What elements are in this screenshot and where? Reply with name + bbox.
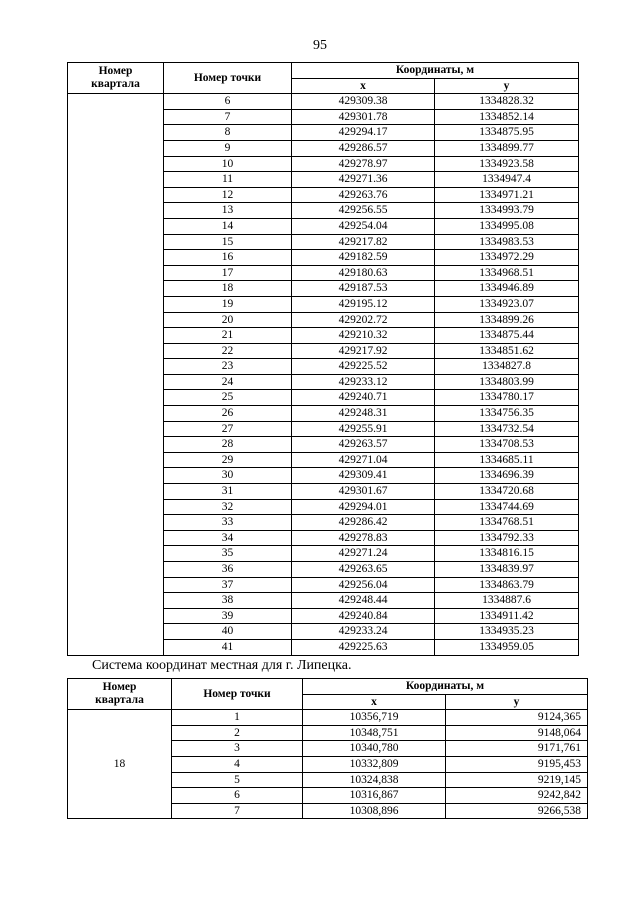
- point-number-cell: 39: [164, 608, 292, 624]
- y-cell: 1334851.62: [435, 343, 579, 359]
- x-cell: 429286.42: [292, 515, 435, 531]
- y-cell: 1334828.32: [435, 94, 579, 110]
- y-cell: 1334887.6: [435, 593, 579, 609]
- point-number-cell: 19: [164, 296, 292, 312]
- point-number-cell: 34: [164, 530, 292, 546]
- header-quarter: Номер квартала: [68, 63, 164, 94]
- x-cell: 429263.76: [292, 187, 435, 203]
- y-cell: 1334685.11: [435, 452, 579, 468]
- x-cell: 429263.57: [292, 437, 435, 453]
- y-cell: 1334816.15: [435, 546, 579, 562]
- x-cell: 429202.72: [292, 312, 435, 328]
- x-cell: 429301.78: [292, 109, 435, 125]
- x-cell: 429180.63: [292, 265, 435, 281]
- y-cell: 1334732.54: [435, 421, 579, 437]
- y-cell: 1334972.29: [435, 250, 579, 266]
- y-cell: 1334899.77: [435, 140, 579, 156]
- y-cell: 9266,538: [446, 803, 588, 819]
- point-number-cell: 29: [164, 452, 292, 468]
- y-cell: 1334947.4: [435, 172, 579, 188]
- point-number-cell: 13: [164, 203, 292, 219]
- x-cell: 429248.44: [292, 593, 435, 609]
- point-number-cell: 30: [164, 468, 292, 484]
- x-cell: 429309.38: [292, 94, 435, 110]
- y-cell: 1334875.95: [435, 125, 579, 141]
- point-number-cell: 22: [164, 343, 292, 359]
- point-number-cell: 26: [164, 406, 292, 422]
- quarter-cell: [68, 94, 164, 655]
- y-cell: 9171,761: [446, 741, 588, 757]
- point-number-cell: 37: [164, 577, 292, 593]
- point-number-cell: 5: [172, 772, 303, 788]
- y-cell: 1334875.44: [435, 328, 579, 344]
- x-cell: 429286.57: [292, 140, 435, 156]
- y-cell: 1334803.99: [435, 374, 579, 390]
- x-cell: 429240.84: [292, 608, 435, 624]
- point-number-cell: 6: [164, 94, 292, 110]
- y-cell: 1334792.33: [435, 530, 579, 546]
- x-cell: 429233.24: [292, 624, 435, 640]
- y-cell: 1334780.17: [435, 390, 579, 406]
- point-number-cell: 23: [164, 359, 292, 375]
- x-cell: 429240.71: [292, 390, 435, 406]
- header-y: y: [446, 694, 588, 710]
- y-cell: 1334696.39: [435, 468, 579, 484]
- table-2-body: [68, 710, 588, 819]
- y-cell: 1334899.26: [435, 312, 579, 328]
- y-cell: 1334863.79: [435, 577, 579, 593]
- x-cell: 429217.82: [292, 234, 435, 250]
- y-cell: 1334923.07: [435, 296, 579, 312]
- x-cell: 429278.97: [292, 156, 435, 172]
- x-cell: 429278.83: [292, 530, 435, 546]
- coordinate-system-caption: Система координат местная для г. Липецка.: [92, 658, 352, 673]
- point-number-cell: 11: [164, 172, 292, 188]
- point-number-cell: 31: [164, 484, 292, 500]
- x-cell: 429301.67: [292, 484, 435, 500]
- x-cell: 10316,867: [303, 788, 446, 804]
- x-cell: 429210.32: [292, 328, 435, 344]
- x-cell: 429256.04: [292, 577, 435, 593]
- y-cell: 9219,145: [446, 772, 588, 788]
- x-cell: 10332,809: [303, 756, 446, 772]
- point-number-cell: 35: [164, 546, 292, 562]
- point-number-cell: 7: [172, 803, 303, 819]
- y-cell: 1334720.68: [435, 484, 579, 500]
- y-cell: 9124,365: [446, 710, 588, 726]
- x-cell: 429217.92: [292, 343, 435, 359]
- point-number-cell: 33: [164, 515, 292, 531]
- point-number-cell: 40: [164, 624, 292, 640]
- header-y: y: [435, 78, 579, 94]
- point-number-cell: 21: [164, 328, 292, 344]
- y-cell: 1334993.79: [435, 203, 579, 219]
- x-cell: 429263.65: [292, 562, 435, 578]
- header-coordinates: Координаты, м: [292, 63, 579, 79]
- point-number-cell: 36: [164, 562, 292, 578]
- y-cell: 9195,453: [446, 756, 588, 772]
- point-number-cell: 9: [164, 140, 292, 156]
- x-cell: 429225.63: [292, 639, 435, 655]
- x-cell: 429271.24: [292, 546, 435, 562]
- x-cell: 429271.36: [292, 172, 435, 188]
- x-cell: 429294.17: [292, 125, 435, 141]
- header-coordinates: Координаты, м: [303, 679, 588, 695]
- table-row: [68, 94, 579, 110]
- y-cell: 1334935.23: [435, 624, 579, 640]
- x-cell: 10324,838: [303, 772, 446, 788]
- x-cell: 429233.12: [292, 374, 435, 390]
- y-cell: 1334923.58: [435, 156, 579, 172]
- x-cell: 10308,896: [303, 803, 446, 819]
- y-cell: 1334768.51: [435, 515, 579, 531]
- point-number-cell: 17: [164, 265, 292, 281]
- y-cell: 1334911.42: [435, 608, 579, 624]
- point-number-cell: 15: [164, 234, 292, 250]
- point-number-cell: 16: [164, 250, 292, 266]
- point-number-cell: 2: [172, 725, 303, 741]
- header-point: Номер точки: [164, 63, 292, 94]
- y-cell: 9148,064: [446, 725, 588, 741]
- header-point: Номер точки: [172, 679, 303, 710]
- y-cell: 1334995.08: [435, 218, 579, 234]
- x-cell: 429195.12: [292, 296, 435, 312]
- page-number: 95: [313, 38, 327, 53]
- y-cell: 1334744.69: [435, 499, 579, 515]
- y-cell: 1334708.53: [435, 437, 579, 453]
- x-cell: 10356,719: [303, 710, 446, 726]
- point-number-cell: 7: [164, 109, 292, 125]
- point-number-cell: 25: [164, 390, 292, 406]
- point-number-cell: 27: [164, 421, 292, 437]
- header-quarter: Номер квартала: [68, 679, 172, 710]
- point-number-cell: 38: [164, 593, 292, 609]
- point-number-cell: 6: [172, 788, 303, 804]
- y-cell: 1334959.05: [435, 639, 579, 655]
- y-cell: 1334839.97: [435, 562, 579, 578]
- x-cell: 429271.04: [292, 452, 435, 468]
- point-number-cell: 41: [164, 639, 292, 655]
- x-cell: 429256.55: [292, 203, 435, 219]
- table-row: [68, 710, 588, 726]
- coordinates-table-1: [67, 62, 579, 656]
- point-number-cell: 20: [164, 312, 292, 328]
- table-1-body: [68, 94, 579, 655]
- point-number-cell: 24: [164, 374, 292, 390]
- y-cell: 1334756.35: [435, 406, 579, 422]
- quarter-cell: 18: [68, 710, 172, 819]
- x-cell: 10340,780: [303, 741, 446, 757]
- x-cell: 429187.53: [292, 281, 435, 297]
- point-number-cell: 32: [164, 499, 292, 515]
- point-number-cell: 18: [164, 281, 292, 297]
- y-cell: 1334971.21: [435, 187, 579, 203]
- x-cell: 10348,751: [303, 725, 446, 741]
- x-cell: 429255.91: [292, 421, 435, 437]
- x-cell: 429225.52: [292, 359, 435, 375]
- x-cell: 429248.31: [292, 406, 435, 422]
- y-cell: 1334983.53: [435, 234, 579, 250]
- y-cell: 1334946.89: [435, 281, 579, 297]
- header-x: x: [303, 694, 446, 710]
- x-cell: 429254.04: [292, 218, 435, 234]
- x-cell: 429182.59: [292, 250, 435, 266]
- point-number-cell: 14: [164, 218, 292, 234]
- y-cell: 1334827.8: [435, 359, 579, 375]
- point-number-cell: 8: [164, 125, 292, 141]
- point-number-cell: 10: [164, 156, 292, 172]
- x-cell: 429294.01: [292, 499, 435, 515]
- y-cell: 9242,842: [446, 788, 588, 804]
- point-number-cell: 28: [164, 437, 292, 453]
- point-number-cell: 1: [172, 710, 303, 726]
- y-cell: 1334968.51: [435, 265, 579, 281]
- point-number-cell: 3: [172, 741, 303, 757]
- header-x: x: [292, 78, 435, 94]
- coordinates-table-2: [67, 678, 588, 819]
- x-cell: 429309.41: [292, 468, 435, 484]
- point-number-cell: 12: [164, 187, 292, 203]
- y-cell: 1334852.14: [435, 109, 579, 125]
- point-number-cell: 4: [172, 756, 303, 772]
